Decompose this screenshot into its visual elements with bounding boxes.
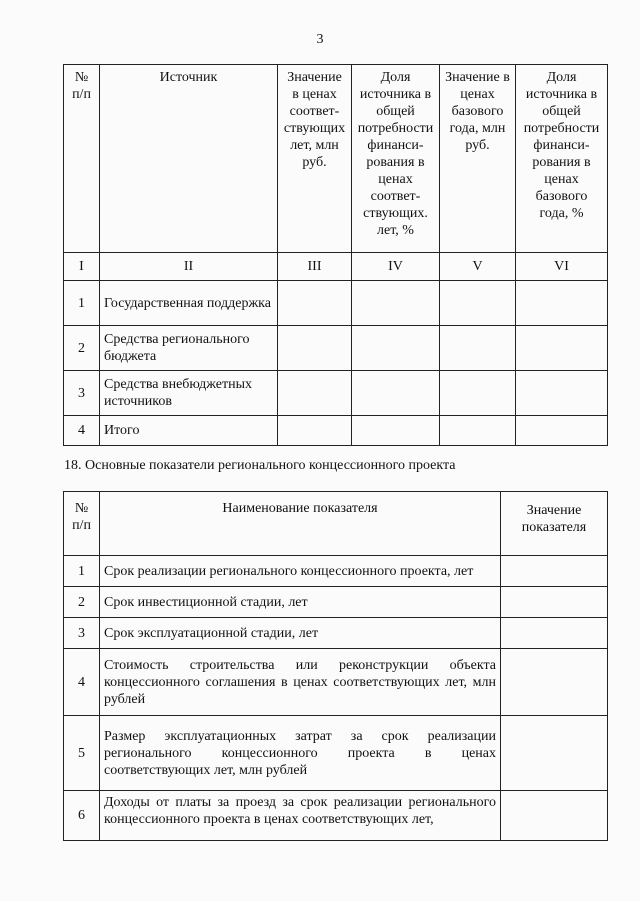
- source-name: Государственная поддержка: [100, 281, 278, 326]
- column-number: V: [440, 253, 516, 281]
- header-line: года, млн: [449, 121, 506, 136]
- row-number: 6: [64, 791, 100, 841]
- empty-cell: [352, 326, 440, 371]
- table-row: [64, 371, 608, 416]
- row-number: 1: [64, 281, 100, 326]
- header-line: лет, %: [377, 223, 414, 238]
- header-line: Значение в: [445, 70, 510, 85]
- row-number: 1: [64, 556, 100, 587]
- header-line: ствующих.: [363, 206, 428, 221]
- table-row: [64, 281, 608, 326]
- empty-cell: [501, 556, 608, 587]
- header-cell-number: [64, 492, 100, 556]
- empty-cell: [440, 326, 516, 371]
- table-header-row: [64, 492, 608, 556]
- header-line: финанси-: [533, 138, 590, 153]
- header-line: в ценах: [292, 87, 337, 102]
- header-cell-share-current: [352, 65, 440, 253]
- empty-cell: [440, 281, 516, 326]
- empty-cell: [278, 281, 352, 326]
- header-line: Наименование показателя: [222, 501, 378, 516]
- column-number: III: [278, 253, 352, 281]
- header-cell-share-base: [516, 65, 608, 253]
- header-line: руб.: [302, 155, 327, 170]
- header-line: базового: [535, 189, 588, 204]
- header-line: потребности: [523, 121, 600, 136]
- empty-cell: [516, 371, 608, 416]
- indicator-name: Стоимость строительства или реконструкции объекта концессионного соглашения в ценах соответствующих лет, млн рублей: [100, 649, 501, 716]
- row-number: 5: [64, 716, 100, 791]
- header-line: ценах: [544, 172, 579, 187]
- header-cell-indicator-name: [100, 492, 501, 556]
- column-number: I: [64, 253, 100, 281]
- header-line: ствующих: [283, 121, 346, 136]
- section-title: 18. Основные показатели регионального концессионного проекта: [64, 458, 456, 473]
- row-number: 2: [64, 326, 100, 371]
- empty-cell: [440, 371, 516, 416]
- indicator-name: Срок реализации регионального концессионного проекта, лет: [100, 556, 501, 587]
- empty-cell: [501, 587, 608, 618]
- table-header-row: [64, 65, 608, 253]
- header-line: потребности: [357, 121, 434, 136]
- empty-cell: [501, 618, 608, 649]
- empty-cell: [278, 371, 352, 416]
- source-name: Средства внебюджетных источников: [100, 371, 278, 416]
- row-number: 3: [64, 618, 100, 649]
- header-line: п/п: [72, 518, 91, 533]
- indicator-name: Доходы от платы за проезд за срок реализации регионального концессионного проекта в ценах соответствующих лет,: [100, 791, 501, 841]
- header-line: п/п: [72, 87, 91, 102]
- empty-cell: [352, 281, 440, 326]
- header-line: года, %: [539, 206, 584, 221]
- page-number: 3: [316, 32, 324, 47]
- header-line: №: [74, 501, 89, 516]
- header-line: Доля: [380, 70, 411, 85]
- header-line: Значение: [287, 70, 342, 85]
- empty-cell: [516, 416, 608, 446]
- indicator-name: Размер эксплуатационных затрат за срок реализации регионального концессионного проекта в ценах соответствующих лет, млн рублей: [100, 716, 501, 791]
- table-row: [64, 326, 608, 371]
- header-line: ценах: [378, 172, 413, 187]
- header-line: общей: [542, 104, 581, 119]
- empty-cell: [278, 416, 352, 446]
- empty-cell: [278, 326, 352, 371]
- row-number: 3: [64, 371, 100, 416]
- header-line: лет, млн: [290, 138, 339, 153]
- header-cell-number: [64, 65, 100, 253]
- header-line: Значение: [526, 503, 582, 518]
- table-row: [64, 791, 608, 841]
- empty-cell: [352, 371, 440, 416]
- indicator-name: Срок инвестиционной стадии, лет: [100, 587, 501, 618]
- header-line: руб.: [465, 138, 490, 153]
- indicator-name: Срок эксплуатационной стадии, лет: [100, 618, 501, 649]
- header-line: источника в: [359, 87, 432, 102]
- header-line: Доля: [546, 70, 577, 85]
- source-name: Итого: [100, 416, 278, 446]
- column-number: VI: [516, 253, 608, 281]
- header-cell-value-current: [278, 65, 352, 253]
- header-line: финанси-: [367, 138, 424, 153]
- header-line: источника в: [525, 87, 598, 102]
- table-row: [64, 649, 608, 716]
- table-row: [64, 716, 608, 791]
- header-cell-source: [100, 65, 278, 253]
- row-number: 2: [64, 587, 100, 618]
- source-name: Средства регионального бюджета: [100, 326, 278, 371]
- financing-sources-table: [63, 64, 608, 446]
- header-line: рования в: [366, 155, 425, 170]
- header-line: ценах: [460, 87, 495, 102]
- column-number: IV: [352, 253, 440, 281]
- table-row: [64, 587, 608, 618]
- empty-cell: [501, 791, 608, 841]
- header-line: показателя: [521, 520, 587, 535]
- header-line: №: [74, 70, 89, 85]
- header-line: соответ-: [289, 104, 340, 119]
- header-line: Источник: [159, 70, 218, 85]
- empty-cell: [352, 416, 440, 446]
- indicators-table: [63, 491, 608, 841]
- header-cell-indicator-value: [501, 492, 608, 556]
- column-number: II: [100, 253, 278, 281]
- table-row: [64, 556, 608, 587]
- table-row: [64, 416, 608, 446]
- header-line: рования в: [532, 155, 591, 170]
- empty-cell: [516, 281, 608, 326]
- header-cell-value-base: [440, 65, 516, 253]
- empty-cell: [516, 326, 608, 371]
- column-numbering-row: [64, 253, 608, 281]
- row-number: 4: [64, 649, 100, 716]
- empty-cell: [501, 716, 608, 791]
- empty-cell: [440, 416, 516, 446]
- header-line: базового: [451, 104, 504, 119]
- table-row: [64, 618, 608, 649]
- row-number: 4: [64, 416, 100, 446]
- header-line: общей: [376, 104, 415, 119]
- header-line: соответ-: [370, 189, 421, 204]
- empty-cell: [501, 649, 608, 716]
